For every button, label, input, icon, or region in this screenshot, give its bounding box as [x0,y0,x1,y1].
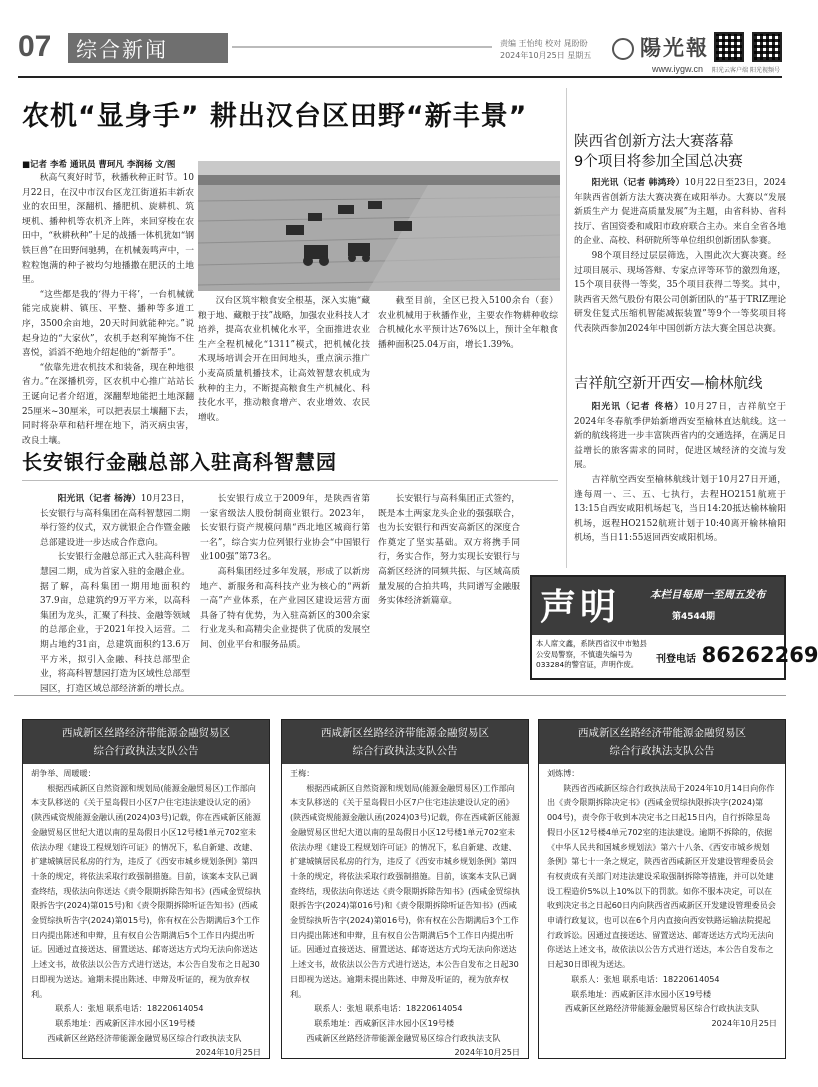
notice-title: 综合行政执法支队公告 [352,745,458,757]
notice-text: 根据西咸新区自然资源和规划局(能源金融贸易区)工作部向本支队移送的《关于星岛假日小区7户住宅违法建设认定的函》(陕西咸资规能源金融认函(2024)03号)记载，你在西咸新区能源金融贸易区世纪大道以南的星岛假日小区12号楼1单元702室未依法办理《建设工程规划许可证》的情况下，私自新建、改建、扩建城镇居民私房的行为，违反了《西安市城乡规划条例》第四十条的规定，将依法采取行政强制措施。目前，该案本支队已调查终结，现依法向你送达《责令限期拆除告知书》(西咸金贸综执限拆告字(2024)第016号)和《责令限期拆除听证告知书》(西咸金贸综执听告字(2024)第016号)，你有权在公告期满后3个工作日内提出陈述和申辩，且有权自公告期满后5个工作日内提出听证。因通过直接送达、留置送达、邮寄送达方式均无法向你送达上述文书，故依法以公告方式进行送达，本公告自发布之日起30日即视为送达。逾期未提出陈述、申辩及听证的，视为放弃权利。 [290,782,520,999]
article-column [22,171,194,446]
notice-contact: 联系人：张旭 联系电话：18220614054 [55,1003,204,1014]
article-dateline: 阳光讯（记者 韩鸿玲） [591,178,685,188]
notice-body [282,764,528,1060]
article-paragraph: 秋高气爽好时节，秋播秋种正时节。10月22日，在汉中市汉台区龙江街道拓丰新农业的农田里，深翻机、播肥机、旋耕机、筑埂机、播种机等农机齐上阵，来回穿梭在农田中，“秋耕秋种”十足的战播一体机犹如“钢铁巨兽”在田野间驰骋，在机械轰鸣声中，一粒粒饱满的种子被均匀地播撒在肥沃的土地里。 [22,173,194,286]
field-illustration [198,161,560,291]
notice-text: 陕西省西咸新区综合行政执法局于2024年10月14日向你作出《责令限期拆除决定书》(西咸金贸综执限拆决字(2024)第004号)，责令你于收到本决定书之日起15日内，自行拆除星岛假日小区12号楼4单元702室的违法建设。逾期不拆除的，依据《中华人民共和国城乡规划法》第六十八条、《西安市城乡规划条例》第七十一条之规定，陕西省西咸新区开发建设管理委员会有权责成有关部门对违法建设采取强制拆除等措施，并可以处建设工程造价5%以上10%以下的罚款。如你不服本决定，可以在收到决定书之日起60日内向陕西省西咸新区开发建设管理委员会申请行政复议，也可以在6个月内直接向西安铁路运输法院提起行政诉讼。因通过直接送达、留置送达、邮寄送达方式均无法向你送达上述文书，故依法以公告方式进行送达，本公告自发布之日起30日即视为送达。 [547,782,776,970]
article-paragraph: 吉祥航空西安至榆林航线计划于10月27日开通，逢每周一、三、五、七执行，去程HO2151航班于13:15自西安咸阳机场起飞，当日14:20抵达榆林榆阳机场，返程HO2152航班计划于10:40离开榆林榆阳机场，当日11:55返回西安咸阳机场。 [574,474,786,544]
article-column [574,176,786,366]
article-paragraph: 98个项目经过层层筛选，入围此次大赛决赛。经过项目展示、现场答辩、专家点评等环节的激烈角逐，15个项目获得一等奖，35个项目获得二等奖。其中，陕西省天然气股份有限公司创新团队的“基于TRIZ理论研发住复式压缩机智能减振装置”等9个一等奖项目将代表陕西参加2024年中国创新方法大赛全国总决赛。 [574,250,786,334]
qr-code-icon [752,32,782,62]
headline-line: 9个项目将参加全国总决赛 [574,154,743,170]
notice-date: 2024年10月25日 [195,1047,261,1058]
header-rule [18,76,782,78]
editors-info [500,38,591,62]
farm-machinery-photo [198,161,560,291]
article-column [40,492,190,692]
notice-title: 西咸新区丝路经济带能源金融贸易区 [321,727,489,739]
article-paragraph: 高科集团经过多年发展，形成了以新房地产、新服务和高科技产业为核心的“两新一高”产业体系，在产业园区建设运营方面具备了特有优势，为入驻高新区的300余家行业龙头和高精尖企业提供了优质的发展空间、创业平台和服务品质。 [200,566,370,650]
column-divider [566,88,567,568]
article-paragraph: 汉台区筑牢粮食安全根基，深入实施“藏粮于地、藏粮于技”战略，加强农业科技人才培养，提高农业机械化水平，全面推进农业生产全程机械化“1311”模式，把机械化技术现场培训会开在田间地头，重点演示推广小麦高质量机播技术，让高效智慧农机成为秋种的主力，不断提高粮食生产机械化、科技化水平，推动粮食增产、农业增效、农民增收。 [198,296,370,423]
article-paragraph: 10月23日，长安银行与高科集团在高科智慧园二期举行签约仪式，双方就银企合作暨金融总部建设进一步达成合作意向。 [40,494,190,548]
section-title: 综合新闻 [68,33,228,63]
notice-body [23,764,269,1060]
editors-line: 责编 王怡纯 校对 晁盼盼 [500,39,588,48]
article-paragraph: 10月22日至23日，2024年陕西省创新方法大赛决赛在咸阳举办。大赛以“发展新质生产力 促进高质量发展”为主题，由省科协、省科技厅、省国资委和咸阳市政府联合主办。来自全省各地的企业、高校、科研院所等单位组织创新团队参赛。 [574,178,786,247]
article-column [200,492,370,692]
article-byline: ■记者 李希 通讯员 曹珂凡 李润杨 文/图 [22,160,176,170]
qr-caption: 阳光视频号 [750,67,781,74]
notice-recipient: 刘炼博： [547,768,580,778]
issue-date: 2024年10月25日 星期五 [500,51,592,60]
article-headline [574,132,743,172]
masthead-divider [232,46,492,48]
notice-issuer: 西咸新区丝路经济带能源金融贸易区综合行政执法支队 [47,1032,242,1043]
notice-title: 综合行政执法支队公告 [609,745,715,757]
declaration-ad [530,575,818,680]
logo-sun-icon [612,38,634,60]
notice-address: 联系地址：西咸新区沣水园小区19号楼 [55,1017,196,1028]
notice-box [538,719,786,1059]
article-headline: 农机“显身手” 耕出汉台区田野“新丰景” [22,101,528,132]
ad-title: 声明 [540,587,621,628]
article-paragraph: 10月27日，吉祥航空于2024年冬春航季伊始新增西安至榆林直达航线。这一新的航线将进一步丰富陕西省内的交通选择，在满足日益增长的旅客需求的同时，促进区域经济的交流与发展。 [574,402,786,471]
ad-issue: 第4544期 [672,612,716,622]
notice-box [22,719,270,1059]
notice-date: 2024年10月25日 [454,1047,520,1058]
article-column [378,294,558,438]
ad-phone-label: 刊登电话 [656,654,696,665]
ad-notice-text: 本人席文鑫，系陕西省汉中市勉县公安局警察，不慎遗失编号为033284的警官证，声明作废。 [536,639,647,669]
notice-issuer: 西咸新区丝路经济带能源金融贸易区综合行政执法支队 [564,1003,760,1014]
newspaper-logo: 陽光報 [640,35,709,60]
notice-date: 2024年10月25日 [711,1017,777,1028]
qr-caption: 阳光云客户端 [712,67,749,74]
notice-issuer: 西咸新区丝路经济带能源金融贸易区综合行政执法支队 [306,1032,501,1043]
divider [22,480,558,481]
ad-subtitle: 本栏目每周一至周五发布 [650,589,766,601]
article-column [378,492,520,692]
website-url[interactable]: www.iygw.cn [652,64,704,74]
ad-phone [656,643,818,667]
article-headline: 长安银行金融总部入驻高科智慧园 [22,450,337,474]
headline-line: 陕西省创新方法大赛落幕 [574,134,734,150]
notice-address: 联系地址：西咸新区沣水园小区19号楼 [571,988,712,999]
notice-header [282,720,528,764]
notice-title: 西咸新区丝路经济带能源金融贸易区 [578,727,746,739]
article-dateline: 阳光讯（记者 杨涛） [57,494,141,504]
notice-contact: 联系人：张旭 联系电话：18220614054 [314,1003,463,1014]
qr-code-icon [714,32,744,62]
notice-text: 根据西咸新区自然资源和规划局(能源金融贸易区)工作部向本支队移送的《关于星岛假日小区7户住宅违法建设认定的函》(陕西咸资规能源金融认函(2024)03号)记载，你在西咸新区能源金融贸易区世纪大道以南的星岛假日小区12号楼1单元702室未依法办理《建设工程规划许可证》的情况下，私自新建、改建、扩建城镇居民私房的行为，违反了《西安市城乡规划条例》第四十条的规定，将依法采取行政强制措施。目前，该案本支队已调查终结，现依法向你送达《责令限期拆除告知书》(西咸金贸综执限拆告字(2024)第015号)和《责令限期拆除听证告知书》(西咸金贸综执听告字(2024)第015号)，你有权在公告期满后3个工作日内提出陈述和申辩，且有权自公告期满后5个工作日内提出听证。因通过直接送达、留置送达、邮寄送达方式均无法向你送达上述文书，故依法以公告方式进行送达，本公告自发布之日起30日即视为送达。逾期未提出陈述、申辩及听证的，视为放弃权利。 [31,782,261,999]
article-column [198,294,370,438]
article-paragraph: 长安银行成立于2009年，是陕西省第一家省级法人股份制商业银行。2023年，长安银行资产规模问鼎“西北地区城商行第一名”，综合实力位列银行业协会“中国银行业100强”第73名。 [200,494,370,563]
article-dateline: 阳光讯（记者 佟格） [591,402,685,412]
notice-body [539,764,785,1031]
article-paragraph: 长安银行与高科集团正式签约，既是本土两家龙头企业的强强联合，也为长安银行和西安高新区的深度合作奠定了坚实基础。双方将携手同行，务实合作，努力实现长安银行与高新区经济的同频共振、与区域高质量发展的合拍共鸣，共同谱写金融服务实体经济新篇章。 [378,494,520,607]
article-paragraph: 长安银行金融总部正式入驻高科智慧园二期，成为首家入驻的金融企业。据了解，高科集团一期用地面积约37.9亩，总建筑约9万平方米，以高科集团为龙头，汇聚了科技、金融等领域的总部企业，于2021年投入运营。二期占地约31亩，总建筑面积约13.6万平方米，拟引入金融、科技总部型企业，将高科智慧园打造为区域性总部型园区，打造区域总部经济新的增长点。 [40,552,190,694]
ad-phone-number: 86262269 [701,643,818,667]
notice-title: 西咸新区丝路经济带能源金融贸易区 [62,727,230,739]
page-number: 07 [18,30,52,63]
article-paragraph: 截至目前，全区已投入5100余台（套）农业机械用于秋播作业，主要农作物耕种收综合机械化水平预计达76%以上，预计全年粮食播种面积25.04万亩，增长1.39%。 [378,296,558,350]
article-paragraph: “依靠先进农机技术和装备，现在种地很省力。”在深播机旁，区农机中心推广站站长王诞向记者介绍道，深翻犁地能把土地深翻25厘米~30厘米，可以把表层土壤翻下去，同时将杂草和秸秆埋在地下，消灭病虫害，改良土壤。 [22,362,194,446]
notice-recipient: 王梅： [290,768,315,778]
article-paragraph: “这些都是我的‘得力干将’，一台机械就能完成旋耕、镇压、平整、播种等多道工序，3500余亩地，20天时间就能种完。”说起身边的“大家伙”，农机手赵利军掩饰不住喜悦，滔滔不绝地介绍起他的“新帮手”。 [22,289,194,359]
article-column [574,400,786,568]
notice-header [23,720,269,764]
article-headline: 吉祥航空新开西安—榆林航线 [574,376,763,392]
notice-address: 联系地址：西咸新区沣水园小区19号楼 [314,1017,455,1028]
notice-contact: 联系人：张旭 联系电话：18220614054 [571,973,720,984]
notice-box [281,719,529,1059]
notice-recipient: 胡争举、周暖暖： [31,768,96,778]
notice-title: 综合行政执法支队公告 [93,745,199,757]
notice-header [539,720,785,764]
